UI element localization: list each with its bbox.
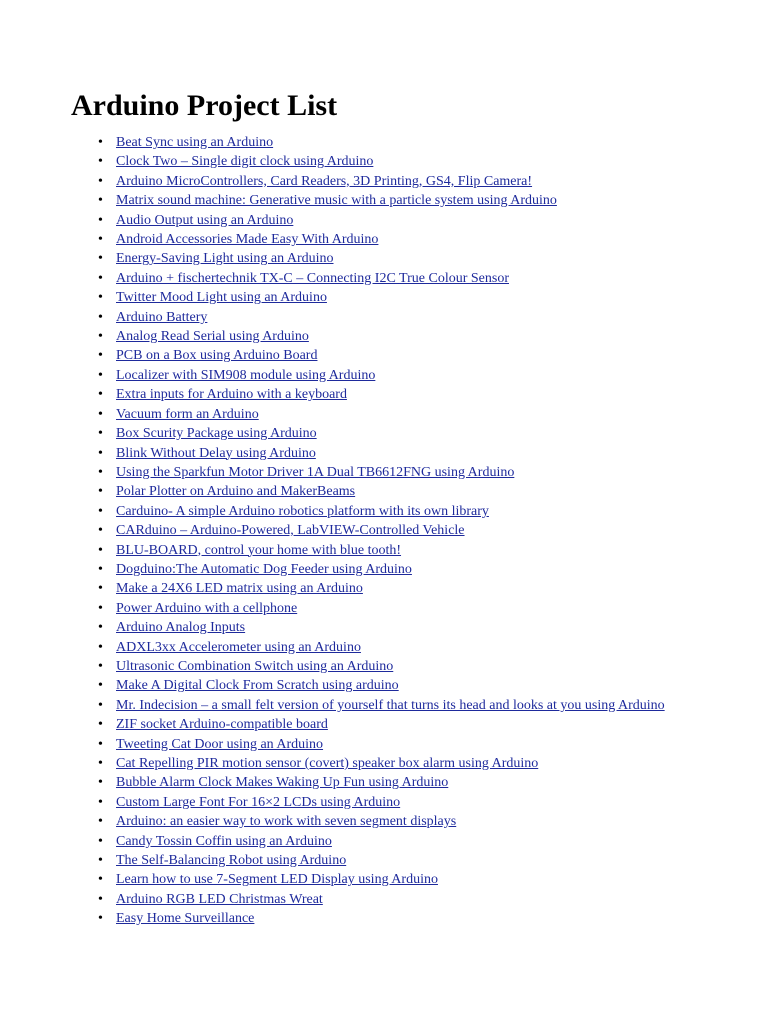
- list-item: [0, 172, 768, 191]
- list-item: [0, 754, 768, 773]
- list-item: [0, 482, 768, 501]
- project-link[interactable]: Dogduino:The Automatic Dog Feeder using Arduino: [116, 561, 412, 577]
- list-item: [0, 793, 768, 812]
- project-link[interactable]: Make a 24X6 LED matrix using an Arduino: [116, 581, 363, 597]
- project-link[interactable]: Arduino + fischertechnik TX-C – Connecting I2C True Colour Sensor: [116, 270, 509, 286]
- project-link[interactable]: PCB on a Box using Arduino Board: [116, 348, 318, 364]
- project-link[interactable]: Arduino Analog Inputs: [116, 620, 246, 636]
- project-link[interactable]: Vacuum form an Arduino: [116, 406, 259, 422]
- list-item: [0, 832, 768, 851]
- list-item: [0, 599, 768, 618]
- list-item: [0, 385, 768, 404]
- list-item: [0, 560, 768, 579]
- project-link[interactable]: Bubble Alarm Clock Makes Waking Up Fun using Arduino: [116, 775, 449, 791]
- project-link[interactable]: Arduino RGB LED Christmas Wreat: [116, 891, 323, 907]
- list-item: [0, 152, 768, 171]
- project-link[interactable]: Ultrasonic Combination Switch using an Arduino: [116, 658, 394, 674]
- project-list: [0, 133, 768, 929]
- list-item: [0, 909, 768, 928]
- project-link[interactable]: Energy-Saving Light using an Arduino: [116, 251, 334, 267]
- list-item: [0, 424, 768, 443]
- list-item: [0, 870, 768, 889]
- project-link[interactable]: The Self-Balancing Robot using Arduino: [116, 853, 347, 869]
- list-item: [0, 851, 768, 870]
- project-link[interactable]: Blink Without Delay using Arduino: [116, 445, 316, 461]
- project-link[interactable]: Matrix sound machine: Generative music with a particle system using Arduino: [116, 193, 557, 209]
- list-item: [0, 521, 768, 540]
- project-link[interactable]: Audio Output using an Arduino: [116, 212, 294, 228]
- list-item: [0, 288, 768, 307]
- project-link[interactable]: Extra inputs for Arduino with a keyboard: [116, 387, 347, 403]
- list-item: [0, 638, 768, 657]
- list-item: [0, 249, 768, 268]
- project-link[interactable]: Cat Repelling PIR motion sensor (covert) speaker box alarm using Arduino: [116, 756, 539, 771]
- project-link[interactable]: Power Arduino with a cellphone: [116, 600, 298, 616]
- project-link[interactable]: Box Scurity Package using Arduino: [116, 426, 317, 442]
- list-item: [0, 812, 768, 831]
- list-item: [0, 541, 768, 560]
- project-link[interactable]: Polar Plotter on Arduino and MakerBeams: [116, 484, 356, 500]
- list-item: [0, 346, 768, 365]
- project-link[interactable]: Beat Sync using an Arduino: [116, 135, 274, 150]
- project-link[interactable]: Learn how to use 7-Segment LED Display using Arduino: [116, 872, 438, 888]
- list-item: [0, 211, 768, 230]
- project-link[interactable]: Carduino- A simple Arduino robotics platform with its own library: [116, 503, 489, 519]
- list-item: [0, 366, 768, 385]
- project-link[interactable]: Candy Tossin Coffin using an Arduino: [116, 833, 332, 849]
- project-link[interactable]: Mr. Indecision – a small felt version of yourself that turns its head and looks at you using Arduino: [116, 697, 665, 713]
- list-item: [0, 502, 768, 521]
- project-link[interactable]: Clock Two – Single digit clock using Arduino: [116, 154, 374, 170]
- list-item: [0, 191, 768, 210]
- list-item: [0, 735, 768, 754]
- list-item: [0, 676, 768, 695]
- project-link[interactable]: Arduino Battery: [116, 309, 208, 325]
- project-link[interactable]: Localizer with SIM908 module using Arduino: [116, 367, 376, 383]
- project-link[interactable]: Tweeting Cat Door using an Arduino: [116, 736, 324, 752]
- list-item: [0, 444, 768, 463]
- list-item: [0, 715, 768, 734]
- project-link[interactable]: CARduino – Arduino-Powered, LabVIEW-Controlled Vehicle: [116, 523, 465, 539]
- project-link[interactable]: ADXL3xx Accelerometer using an Arduino: [116, 639, 361, 655]
- project-link[interactable]: ZIF socket Arduino-compatible board: [116, 717, 328, 733]
- project-link[interactable]: Easy Home Surveillance: [116, 911, 255, 927]
- page-title: Arduino Project List: [71, 89, 338, 122]
- list-item: [0, 133, 768, 152]
- list-item: [0, 579, 768, 598]
- project-link[interactable]: Twitter Mood Light using an Arduino: [116, 290, 327, 306]
- project-link[interactable]: BLU-BOARD, control your home with blue tooth!: [116, 542, 402, 558]
- project-link[interactable]: Using the Sparkfun Motor Driver 1A Dual TB6612FNG using Arduino: [116, 464, 515, 480]
- project-link[interactable]: Arduino MicroControllers, Card Readers, 3D Printing, GS4, Flip Camera!: [116, 173, 533, 189]
- list-item: [0, 405, 768, 424]
- project-link[interactable]: Custom Large Font For 16×2 LCDs using Arduino: [116, 794, 401, 810]
- list-item: [0, 657, 768, 676]
- project-link[interactable]: Android Accessories Made Easy With Arduino: [116, 232, 379, 248]
- list-item: [0, 327, 768, 346]
- project-link[interactable]: Make A Digital Clock From Scratch using arduino: [116, 678, 399, 694]
- project-link[interactable]: Arduino: an easier way to work with seven segment displays: [116, 814, 457, 830]
- list-item: [0, 618, 768, 637]
- list-item: [0, 773, 768, 792]
- project-link[interactable]: Analog Read Serial using Arduino: [116, 329, 309, 345]
- list-item: [0, 696, 768, 715]
- list-item: [0, 463, 768, 482]
- list-item: [0, 308, 768, 327]
- list-item: [0, 890, 768, 909]
- list-item: [0, 269, 768, 288]
- list-item: [0, 230, 768, 249]
